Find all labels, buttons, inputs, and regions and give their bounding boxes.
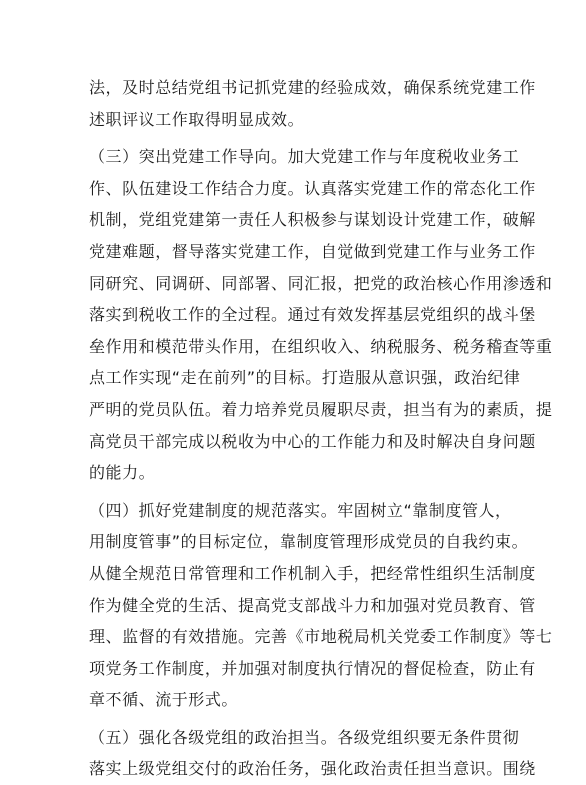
text-line: 理、监督的有效措施。完善《市地税局机关党委工作制度》等七 xyxy=(89,627,553,647)
paragraph-section-5 xyxy=(89,722,536,785)
text-line: 严明的党员队伍。着力培养党员履职尽责，担当有为的素质，提 xyxy=(89,399,553,419)
text-line: 点工作实现“走在前列”的目标。打造服从意识强，政治纪律 xyxy=(89,368,521,388)
text-line: 高党员干部完成以税收为中心的工作能力和及时解决自身问题 xyxy=(89,431,536,451)
paragraph-section-4 xyxy=(89,495,553,716)
text-line: 同研究、同调研、同部署、同汇报，把党的政治核心作用渗透和 xyxy=(89,273,553,293)
text-line: 落实到税收工作的全过程。通过有效发挥基层党组织的战斗堡 xyxy=(89,305,536,325)
text-line: 述职评议工作取得明显成效。 xyxy=(89,109,305,129)
text-line: 法，及时总结党组书记抓党建的经验成效，确保系统党建工作 xyxy=(89,78,536,97)
paragraph-section-3 xyxy=(89,141,553,489)
text-line: 从健全规范日常管理和工作机制入手，把经常性组织生活制度 xyxy=(89,563,536,583)
body-text xyxy=(89,72,553,785)
text-line: 项党务工作制度，并加强对制度执行情况的督促检查，防止有 xyxy=(89,658,536,678)
text-line: 章不循、流于形式。 xyxy=(89,690,238,710)
text-line: （三）突出党建工作导向。加大党建工作与年度税收业务工 xyxy=(89,147,520,167)
text-line: 机制，党组党建第一责任人积极参与谋划设计党建工作，破解 xyxy=(89,210,536,230)
text-line: 作为健全党的生活、提高党支部战斗力和加强对党员教育、管 xyxy=(89,595,536,615)
text-line: 党建难题，督导落实党建工作，自觉做到党建工作与业务工作 xyxy=(89,241,536,261)
paragraph-continuation xyxy=(89,72,536,135)
text-line: 的能力。 xyxy=(89,463,156,483)
text-line: 作、队伍建设工作结合力度。认真落实党建工作的常态化工作 xyxy=(89,178,536,198)
text-line: 落实上级党组交付的政治任务，强化政治责任担当意识。围绕 xyxy=(89,759,536,779)
text-line: 垒作用和模范带头作用，在组织收入、纳税服务、税务稽查等重 xyxy=(89,336,553,356)
text-line: （四）抓好党建制度的规范落实。牢固树立“靠制度管人， xyxy=(89,500,512,520)
text-line: 用制度管事”的目标定位，靠制度管理形成党员的自我约束。 xyxy=(89,532,529,552)
text-line: （五）强化各级党组的政治担当。各级党组织要无条件贯彻 xyxy=(89,727,520,747)
